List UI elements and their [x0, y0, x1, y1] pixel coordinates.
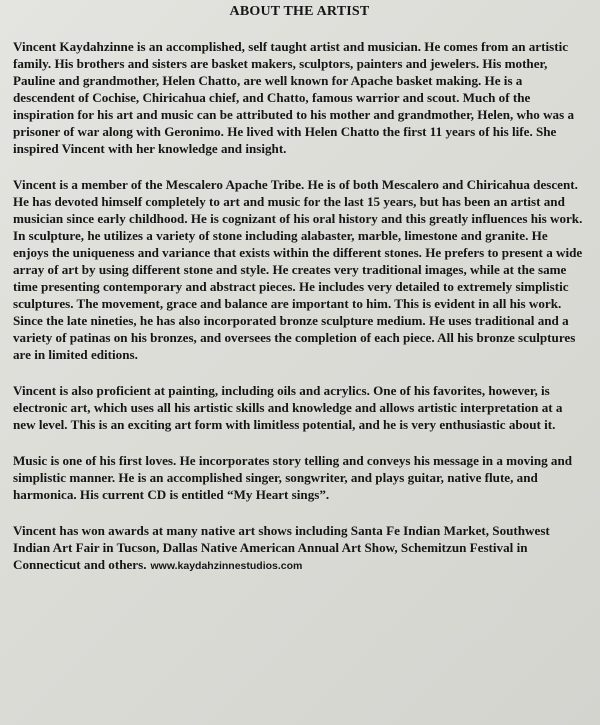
website-url: www.kaydahzinnestudios.com	[150, 560, 303, 572]
paragraph-music: Music is one of his first loves. He incorporates story telling and conveys his message in a moving and simplistic manner. He is an accomplished singer, songwriter, and plays guitar, native flute, and harmonica. His current CD is entitled “My Heart sings”.	[13, 453, 573, 502]
awards-text: Vincent has won awards at many native art shows including Santa Fe Indian Market, Southwest Indian Art Fair in Tucson, Dallas Native American Annual Art Show, Schemitzun Festival in Connecticut and others.	[13, 523, 550, 572]
paragraph-awards	[13, 522, 586, 575]
paragraph-painting: Vincent is also proficient at painting, including oils and acrylics. One of his favorites, however, is electronic art, which uses all his artistic skills and knowledge and allows artistic interpretation at a new level. This is an exciting art form with limitless potential, and he is very enthusiastic about it.	[13, 383, 563, 432]
paragraph-tribe-sculpture: Vincent is a member of the Mescalero Apache Tribe. He is of both Mescalero and Chiricahua descent. He has devoted himself completely to art and music for the last 15 years, but has been an artist and musician since early childhood. He is cognizant of his oral history and this greatly influences his work. In sculpture, he utilizes a variety of stone including alabaster, marble, limestone and granite. He enjoys the uniqueness and variance that exists within the different stones. He prefers to present a wide array of art by using different stone and style. He creates very traditional images, while at the same time presenting contemporary and abstract pieces. He includes very detailed to extremely simplistic sculptures. The movement, grace and balance are important to him. This is evident in all his work. Since the late nineties, he has also incorporated bronze sculpture medium. He uses traditional and a variety of patinas on his bronzes, and oversees the completion of each piece. All his bronze sculptures are in limited editions.	[13, 177, 583, 362]
page-title: ABOUT THE ARTIST	[229, 4, 370, 19]
paragraph-family: Vincent Kaydahzinne is an accomplished, self taught artist and musician. He comes from an artistic family. His brothers and sisters are basket makers, sculptors, painters and jewelers. His mother, Pauline and grandmother, Helen Chatto, are well known for Apache basket making. He is a descendent of Cochise, Chiricahua chief, and Chatto, famous warrior and scout. Much of the inspiration for his art and music can be attributed to his mother and grandmother, Helen, who was a prisoner of war along with Geronimo. He lived with Helen Chatto the first 11 years of his life. She inspired Vincent with her knowledge and insight.	[13, 39, 575, 156]
